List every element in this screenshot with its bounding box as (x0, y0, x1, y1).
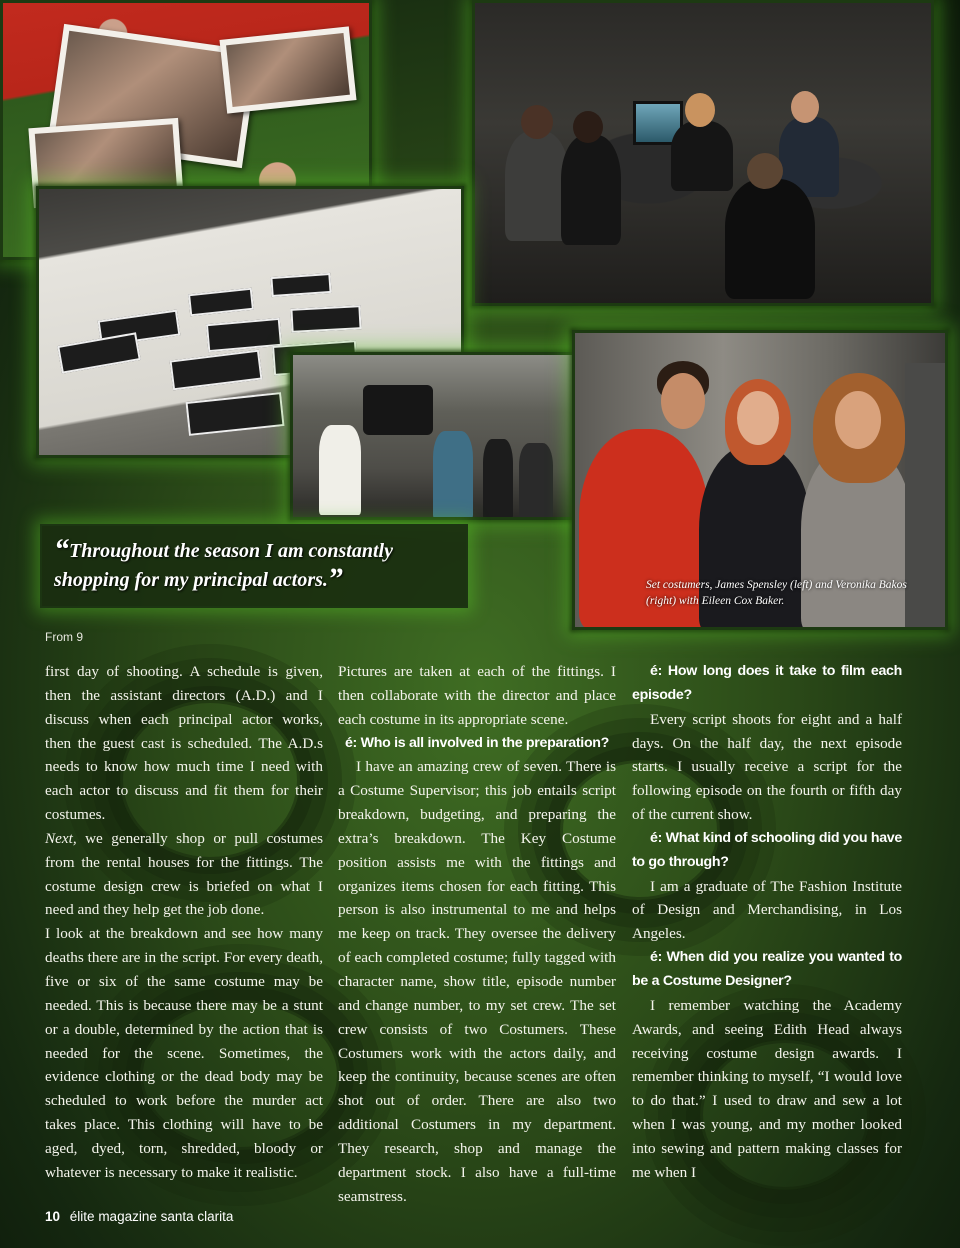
paragraph: Next, we generally shop or pull costumes from the rental houses for the fittings. The costume design crew is briefed on what I need and they help get the job done. (45, 829, 323, 919)
paragraph: I remember watching the Academy Awards, and seeing Edith Head always receiving costume design awards. I remember thinking to myself, “I would love to do that.” I used to draw and sew a lot when I was young, and my mother looked into sewing and pattern making classes for me when I (632, 996, 902, 1181)
paragraph: I have an amazing crew of seven. There is a Costume Supervisor; this job entails script breakdown, budgeting, and preparing the extra’s breakdown. The Key Costume position assists me with the fittings and organizes items chosen for each fitting. This person is also instrumental to me and helps me keep on track. They oversee the delivery of each completed costume; fully tagged with character name, show title, episode number and change number, to my set crew. The set crew consists of two Costumers. These Costumers work with the actors daily, and keep the continuity, because scenes are often shot out of order. There are also two additional Costumers in my department. They research, shop and manage the department stock. I also have a full-time seamstress. (338, 758, 616, 1205)
publication-name: élite magazine santa clarita (69, 1209, 234, 1224)
photo-print (270, 273, 331, 297)
question-heading: é: When did you realize you wanted to be a Costume Designer? (632, 949, 902, 989)
person-head (521, 105, 553, 139)
pull-quote (40, 524, 468, 608)
photo-caption: Set costumers, James Spensley (left) and Veronika Bakos (right) with Eileen Cox Baker. (646, 579, 907, 607)
paragraph: I am a graduate of The Fashion Institute of Design and Merchandising, in Los Angeles. (632, 877, 902, 943)
question-heading: é: What kind of schooling did you have to go through? (632, 829, 902, 870)
person-silhouette (671, 121, 733, 191)
face (661, 373, 705, 429)
camera-operator (319, 425, 361, 515)
open-quote-mark: “ (54, 533, 69, 566)
italic-lead: Next, (45, 829, 77, 847)
person-head (685, 93, 715, 127)
paragraph: first day of shooting. A schedule is given, then the assistant directors (A.D.) and I discuss when each principal actor works, then the guest cast is scheduled. The A.D.s needs to know how much time I need with each actor to discuss and fit them for their costumes. (45, 663, 323, 824)
paragraph: I look at the breakdown and see how many deaths there are in the script. For every death, five or six of the same costume may be needed. This is because there may be a stunt or a double, determined by the action that is needed for the scene. Sometimes, the evidence clothing or the dead body may be scheduled to work before the murder act takes place. This clothing will have to be aged, dyed, torn, shredded, bloody or whatever is necessary to make it realistic. (45, 925, 323, 1181)
continued-from-label: From 9 (45, 630, 84, 644)
question-heading: é: How long does it take to film each episode? (632, 663, 902, 703)
face (737, 391, 779, 445)
paragraph: Pictures are taken at each of the fittings. I then collaborate with the director and place each costume in its appropriate scene. (338, 663, 616, 728)
page-footer (45, 1209, 233, 1224)
photo-print (185, 392, 284, 436)
film-camera (363, 385, 433, 435)
person-head (791, 91, 819, 123)
person-head (573, 111, 603, 143)
crew-member (433, 431, 473, 519)
crew-member (483, 439, 513, 519)
person-silhouette (505, 131, 569, 241)
crime-scene-print (219, 26, 356, 113)
article-column-3 (632, 660, 902, 1185)
article-column-2 (338, 660, 616, 1208)
film-crew-photo (290, 352, 580, 520)
article-column-1 (45, 660, 323, 1185)
face (835, 391, 881, 449)
person-silhouette (725, 179, 815, 299)
pull-quote-body: Throughout the season I am constantly shopping for my principal actors. (54, 540, 393, 591)
paragraph: Every script shoots for eight and a half days. On the half day, the next episode starts. I usually receive a script for the following episode on the fourth or fifth day of the current show. (632, 710, 902, 824)
conference-room-photo (472, 0, 934, 306)
photo-print (57, 332, 141, 373)
person-silhouette (561, 135, 621, 245)
photo-print (206, 318, 282, 352)
photo-print (188, 288, 254, 317)
person-head (747, 153, 783, 189)
question-heading: é: Who is all involved in the preparation? (344, 734, 610, 751)
photo-print (170, 350, 263, 391)
pull-quote-text (54, 533, 458, 595)
photo-print (290, 305, 361, 333)
close-quote-mark: ” (327, 562, 343, 595)
page-number: 10 (45, 1209, 61, 1224)
crew-member (519, 443, 553, 519)
